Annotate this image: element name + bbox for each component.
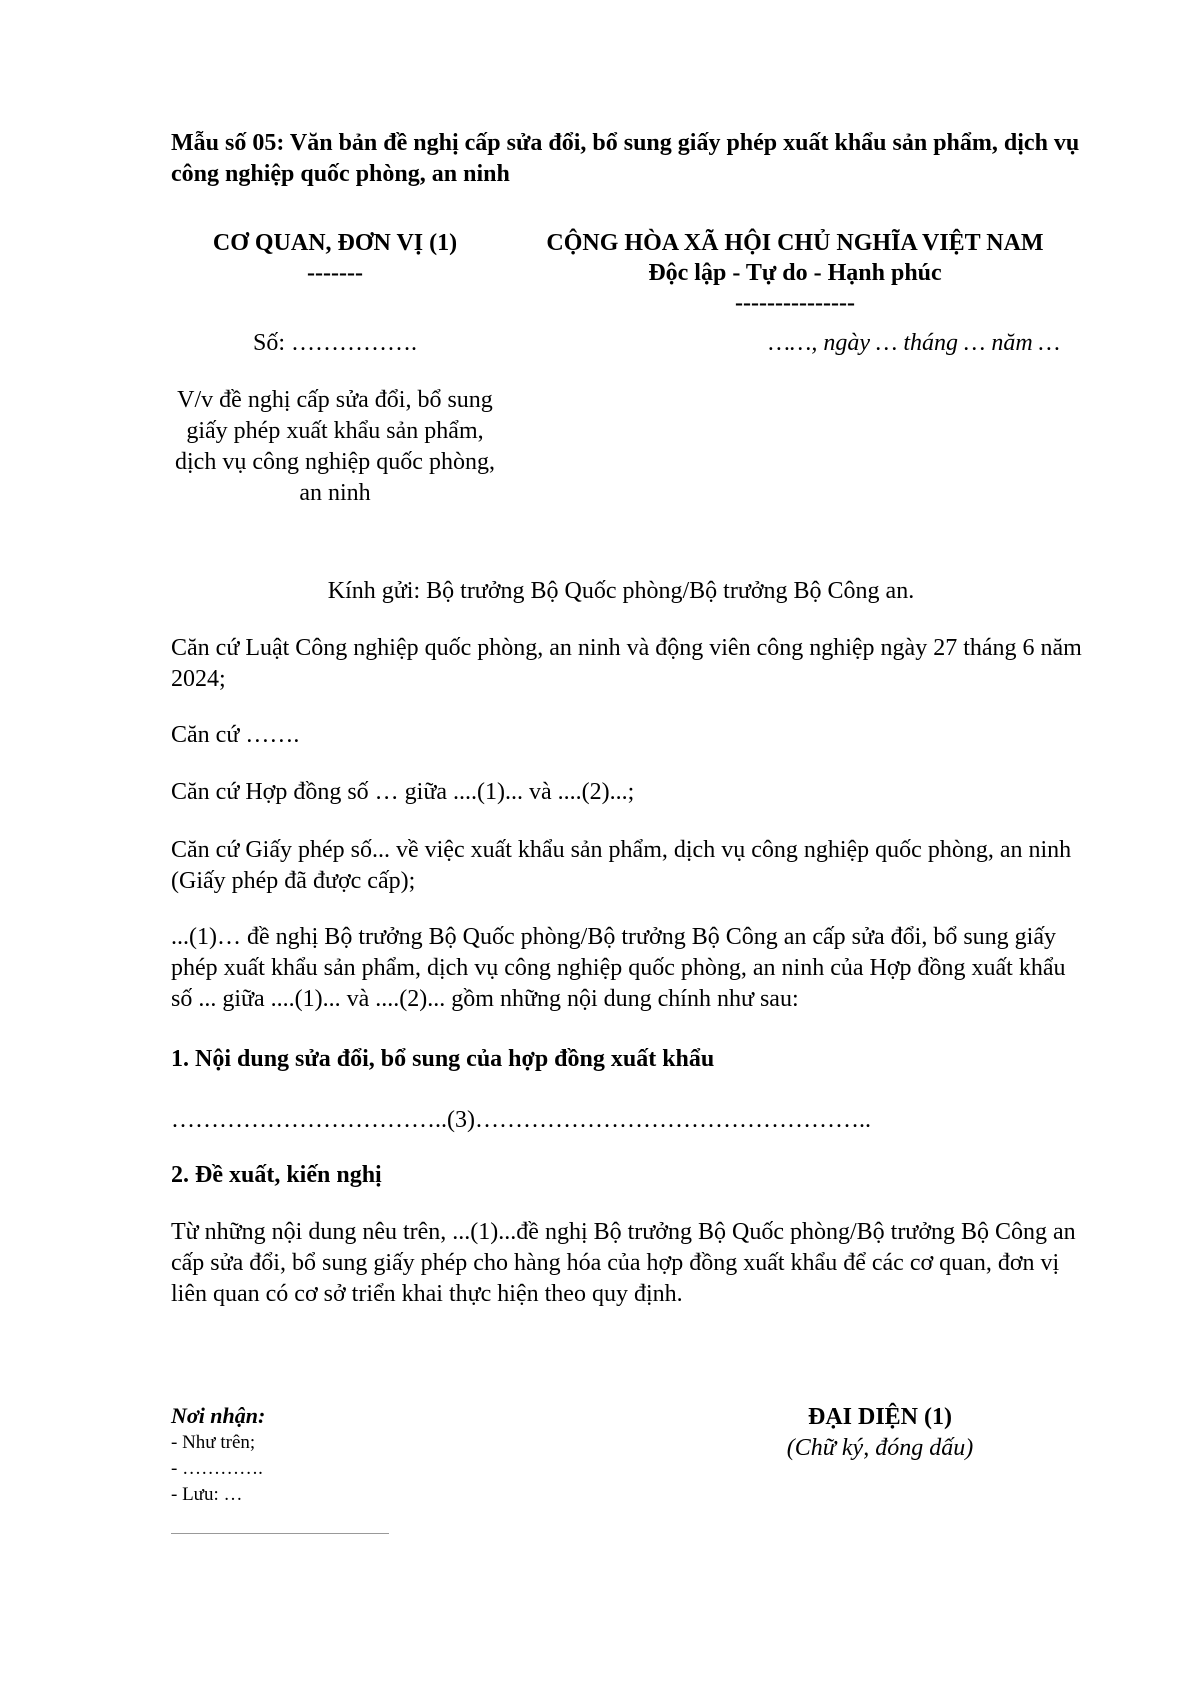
nation-name: CỘNG HÒA XÃ HỘI CHỦ NGHĨA VIỆT NAM xyxy=(546,230,1044,256)
basis-contract: Căn cứ Hợp đồng số … giữa ....(1)... và ....(2)...; xyxy=(171,779,635,805)
recipient-item: - …………. xyxy=(171,1458,263,1479)
signer-note: (Chữ ký, đóng dấu) xyxy=(786,1435,974,1461)
form-title: Mẫu số 05: Văn bản đề nghị cấp sửa đổi, bổ sung giấy phép xuất khẩu sản phẩm, dịch vụ công nghiệp quốc phòng, an ninh xyxy=(171,130,1080,187)
basis-other: Căn cứ ……. xyxy=(171,722,300,748)
footnote-divider xyxy=(171,1533,389,1534)
recipient-line: Kính gửi: Bộ trưởng Bộ Quốc phòng/Bộ trưởng Bộ Công an. xyxy=(327,578,915,604)
agency-header xyxy=(180,228,490,288)
agency-divider: ------- xyxy=(307,260,363,286)
request-paragraph: ...(1)… đề nghị Bộ trưởng Bộ Quốc phòng/Bộ trưởng Bộ Công an cấp sửa đổi, bổ sung giấy phép xuất khẩu sản phẩm, dịch vụ công nghiệp quốc phòng, an ninh của Hợp đồng xuất khẩu số ... giữa ....(1)... và ....(2)... gồm những nội dung chính như sau: xyxy=(171,924,1066,1012)
recipients-label: Nơi nhận: xyxy=(171,1403,266,1428)
signature-block xyxy=(720,1402,1040,1464)
section-1-heading: 1. Nội dung sửa đổi, bổ sung của hợp đồng xuất khẩu xyxy=(171,1046,715,1072)
recipient-item: - Lưu: … xyxy=(171,1484,243,1505)
document-date: ……, ngày … tháng … năm … xyxy=(768,330,1060,356)
basis-law: Căn cứ Luật Công nghiệp quốc phòng, an ninh và động viên công nghiệp ngày 27 tháng 6 năm 2024; xyxy=(171,635,1082,692)
document-subject: V/v đề nghị cấp sửa đổi, bổ sung giấy phép xuất khẩu sản phẩm, dịch vụ công nghiệp quốc phòng, an ninh xyxy=(175,387,495,506)
section-2-content: Từ những nội dung nêu trên, ...(1)...đề nghị Bộ trưởng Bộ Quốc phòng/Bộ trưởng Bộ Công an cấp sửa đổi, bổ sung giấy phép cho hàng hóa của hợp đồng xuất khẩu để các cơ quan, đơn vị liên quan có cơ sở triển khai thực hiện theo quy định. xyxy=(171,1219,1076,1307)
basis-license: Căn cứ Giấy phép số... về việc xuất khẩu sản phẩm, dịch vụ công nghiệp quốc phòng, an ninh (Giấy phép đã được cấp); xyxy=(171,837,1072,894)
section-2-heading: 2. Đề xuất, kiến nghị xyxy=(171,1162,382,1188)
recipient-item: - Như trên; xyxy=(171,1432,256,1453)
recipients-block xyxy=(171,1402,471,1508)
document-number: Số: ……………. xyxy=(252,330,417,356)
agency-name: CƠ QUAN, ĐƠN VỊ (1) xyxy=(212,230,458,256)
national-motto: Độc lập - Tự do - Hạnh phúc xyxy=(648,260,942,286)
signer-title: ĐẠI DIỆN (1) xyxy=(808,1404,952,1430)
motto-divider: --------------- xyxy=(735,290,855,316)
national-header xyxy=(505,228,1085,318)
section-1-content: ……………………………..(3)………………………………………….. xyxy=(171,1107,871,1133)
